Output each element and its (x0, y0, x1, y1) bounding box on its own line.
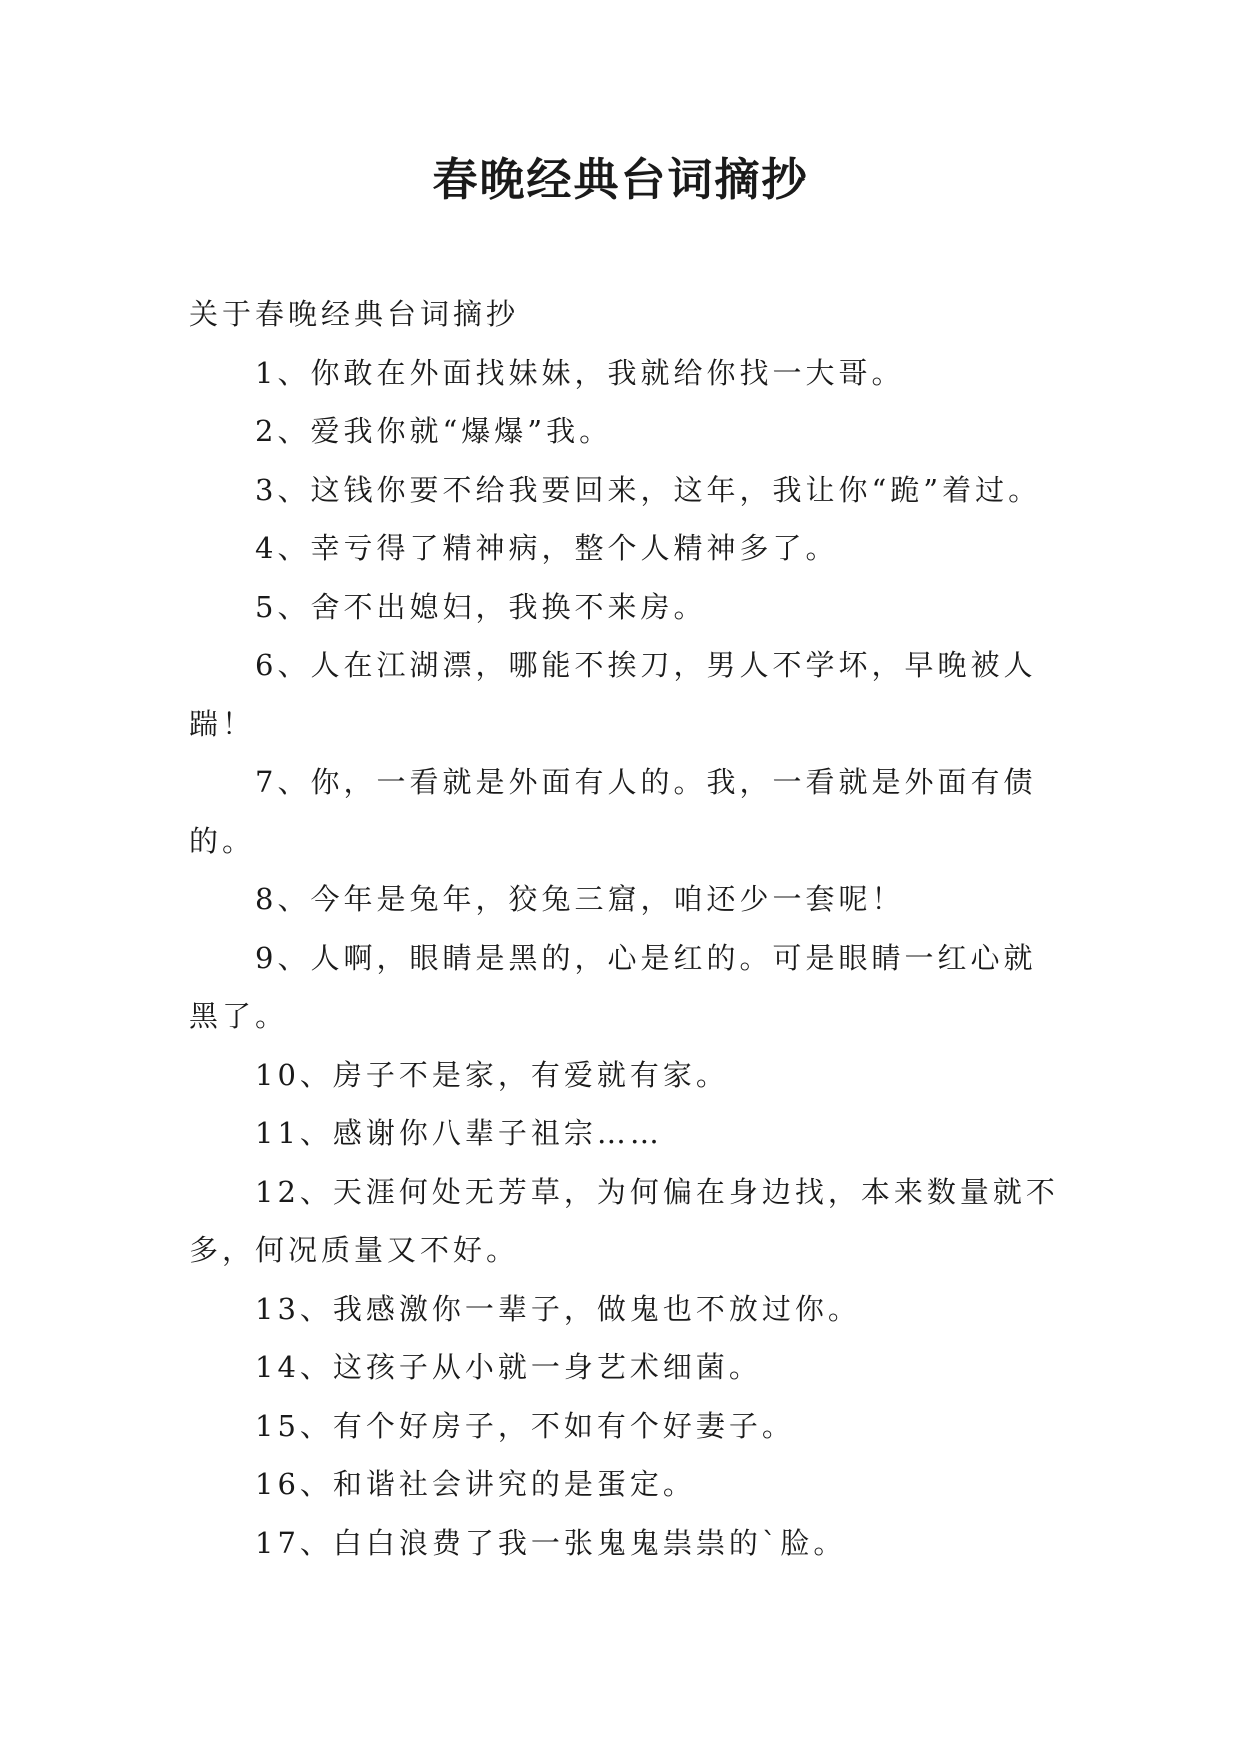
intro-line: 关于春晚经典台词摘抄 (189, 297, 520, 331)
quote-item: 9、人啊，眼睛是黑的，心是红的。可是眼睛一红心就黑了。 (189, 940, 1037, 1033)
quote-item: 12、天涯何处无芳草，为何偏在身边找，本来数量就不多，何况质量又不好。 (189, 1174, 1059, 1267)
quote-item: 3、这钱你要不给我要回来，这年，我让你“跪”着过。 (255, 472, 1042, 507)
quote-item: 4、幸亏得了精神病，整个人精神多了。 (255, 531, 839, 565)
quote-item: 1、你敢在外面找妹妹，我就给你找一大哥。 (255, 355, 905, 390)
quote-item: 7、你，一看就是外面有人的。我，一看就是外面有债的。 (189, 765, 1037, 858)
quote-item: 6、人在江湖漂，哪能不挨刀，男人不学坏，早晚被人踹！ (189, 648, 1037, 741)
quote-item: 5、舍不出媳妇，我换不来房。 (255, 589, 707, 624)
quote-item: 2、爱我你就“爆爆”我。 (255, 414, 613, 448)
document-body (189, 285, 1069, 1572)
quote-item: 16、和谐社会讲究的是蛋定。 (255, 1467, 696, 1501)
quote-item: 8、今年是兔年，狡兔三窟，咱还少一套呢！ (255, 882, 905, 916)
quote-item: 10、房子不是家，有爱就有家。 (255, 1057, 729, 1092)
quote-item: 11、感谢你八辈子祖宗…… (255, 1116, 663, 1150)
quote-item: 14、这孩子从小就一身艺术细菌。 (255, 1350, 762, 1384)
quote-item: 15、有个好房子，不如有个好妻子。 (255, 1408, 795, 1443)
document-title: 春晚经典台词摘抄 (432, 153, 809, 206)
quote-item: 13、我感激你一辈子，做鬼也不放过你。 (255, 1291, 861, 1326)
quote-item: 17、白白浪费了我一张鬼鬼祟祟的`脸。 (255, 1525, 847, 1560)
